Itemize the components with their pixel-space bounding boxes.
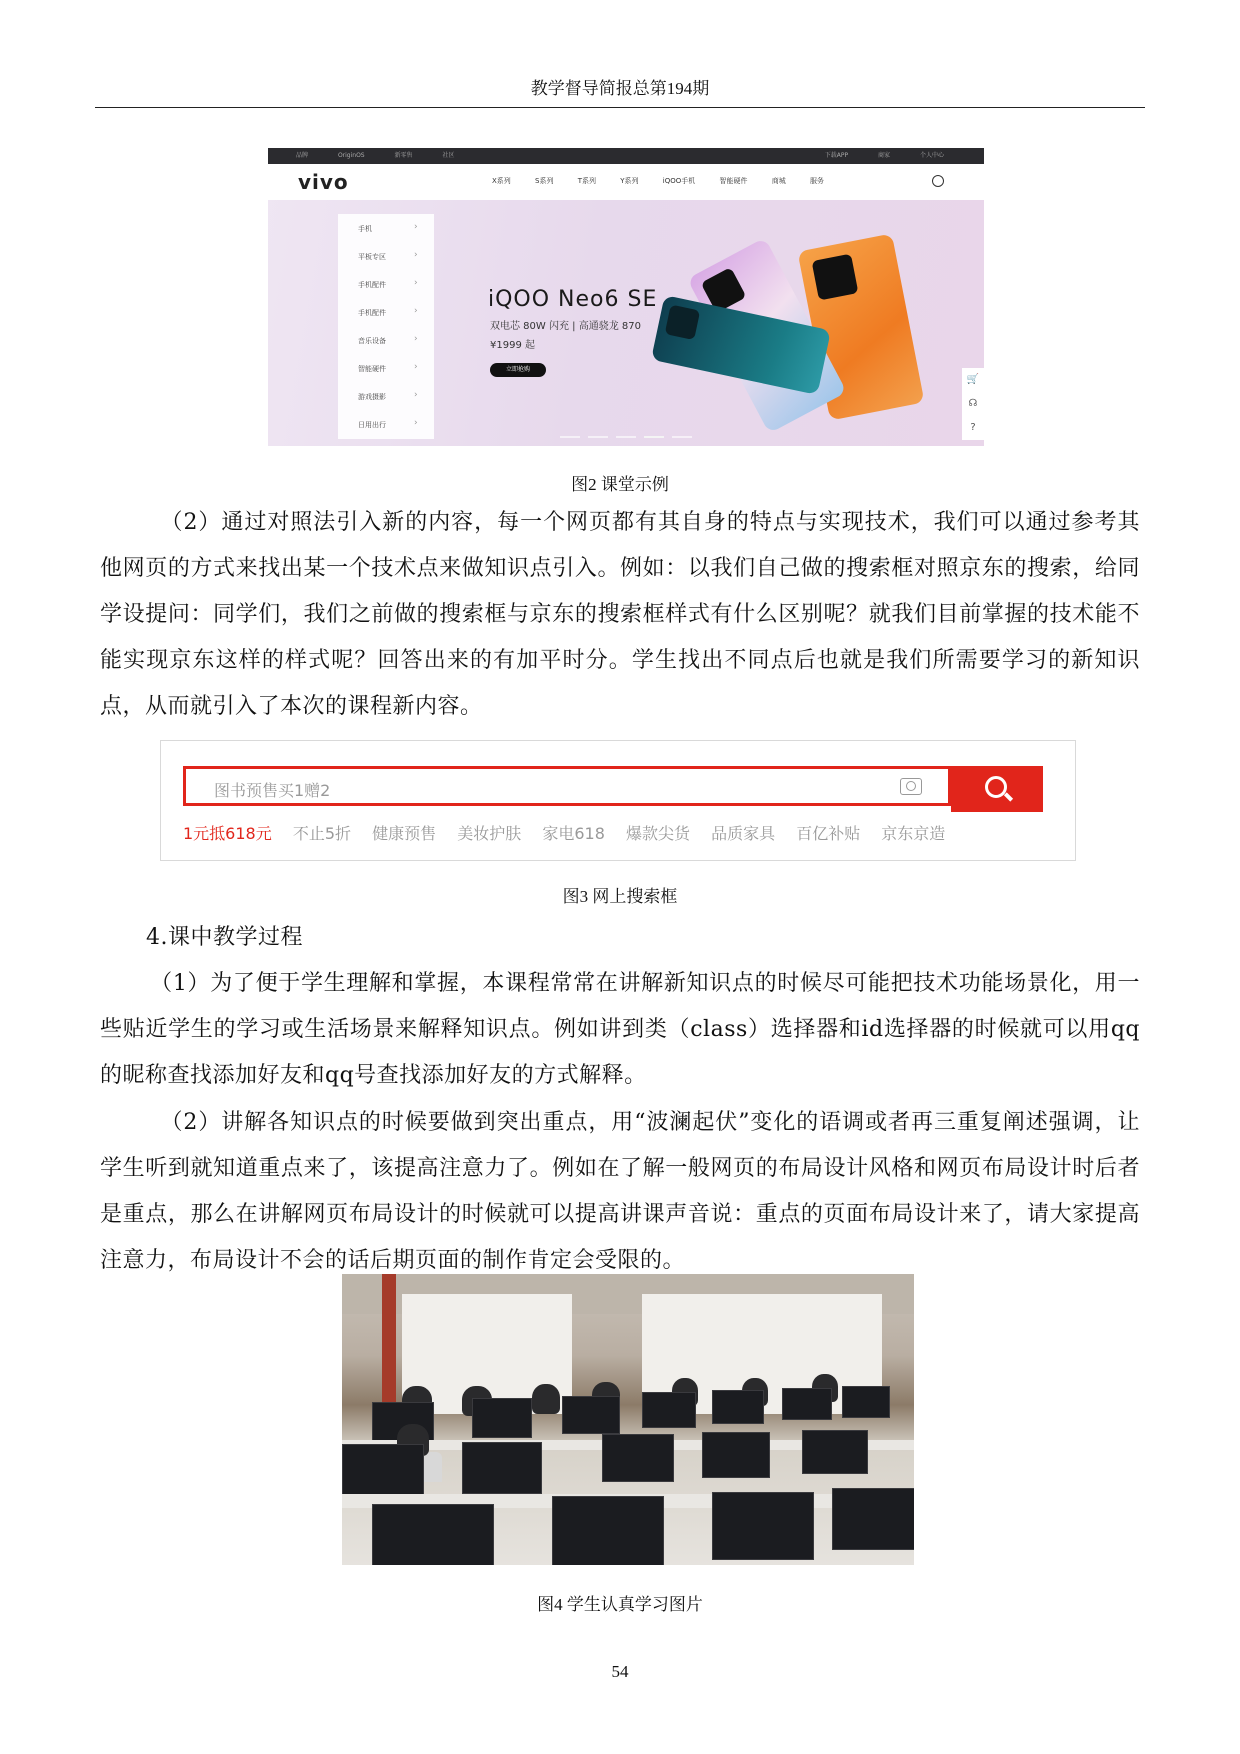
search-placeholder: 图书预售买1赠2 — [214, 781, 331, 800]
hot-keyword: 百亿补贴 — [796, 824, 861, 843]
chevron-right-icon: › — [414, 250, 418, 260]
figure4-caption: 图4 学生认真学习图片 — [537, 1595, 703, 1614]
vivo-nav-item: 智能硬件 — [719, 177, 748, 185]
vivo-menu-item: 智能硬件 — [358, 365, 386, 373]
chevron-right-icon: › — [414, 306, 418, 316]
vivo-menu-item: 日用出行 — [358, 421, 386, 429]
search-button — [951, 766, 1043, 812]
paragraph-text: （1）为了便于学生理解和掌握，本课程常常在讲解新知识点的时候尽可能把技术功能场景化，用一些贴近学生的学习或生活场景来解释知识点。例如讲到类（class）选择器和id选择器的时候就可以用qq的昵称查找添加好友和qq号查找添加好友的方式解释。 — [100, 971, 1140, 1088]
vivo-top-link: 社区 — [442, 152, 455, 159]
chevron-right-icon: › — [414, 390, 418, 400]
figure-vivo-screenshot — [268, 148, 984, 446]
banner-subtitle: 双电芯 80W 闪充 | 高通骁龙 870 — [490, 321, 641, 332]
vivo-nav-bar — [268, 164, 984, 200]
chevron-right-icon: › — [414, 222, 418, 232]
camera-icon — [900, 778, 922, 795]
vivo-top-link: 商家 — [878, 152, 891, 159]
figure3-caption: 图3 网上搜索框 — [562, 887, 678, 906]
vivo-logo: vivo — [298, 170, 349, 194]
banner-brand: iQOO Neo6 SE — [488, 287, 658, 312]
vivo-menu-item: 手机配件 — [358, 309, 386, 317]
vivo-top-link: 下载APP — [824, 152, 849, 159]
vivo-menu-item: 平板专区 — [358, 253, 386, 261]
vivo-nav-item: 商城 — [771, 177, 786, 185]
banner-price: ¥1999 起 — [490, 340, 535, 351]
body-paragraph — [100, 961, 1140, 1099]
header-rule — [95, 107, 1145, 108]
figure-search-box — [160, 740, 1076, 861]
vivo-nav-item: Y系列 — [620, 177, 639, 185]
vivo-menu-item: 手机配件 — [358, 281, 386, 289]
vivo-nav-item: 服务 — [809, 177, 824, 185]
body-paragraph — [100, 1100, 1140, 1284]
chevron-right-icon: › — [414, 278, 418, 288]
cart-icon: 🛒 — [966, 374, 980, 385]
help-icon: ? — [970, 422, 976, 433]
banner-buy-button: 立即抢购 — [490, 363, 546, 377]
vivo-side-tools — [962, 368, 984, 440]
hot-keyword: 美妆护肤 — [457, 824, 522, 843]
body-paragraph — [100, 500, 1140, 730]
hot-keyword: 健康预售 — [372, 824, 437, 843]
figure2-caption: 图2 课堂示例 — [571, 475, 669, 494]
paragraph-text: （2）讲解各知识点的时候要做到突出重点，用“波澜起伏”变化的语调或者再三重复阐述强调，让学生听到就知道重点来了，该提高注意力了。例如在了解一般网页的布局设计风格和网页布局设计时后者是重点，那么在讲解网页布局设计的时候就可以提高讲课声音说：重点的页面布局设计来了，请大家提高注意力，布局设计不会的话后期页面的制作肯定会受限的。 — [100, 1110, 1140, 1273]
paragraph-text: （2）通过对照法引入新的内容，每一个网页都有其自身的特点与实现技术，我们可以通过参考其他网页的方式来找出某一个技术点来做知识点引入。例如：以我们自己做的搜索框对照京东的搜索，给同学设提问：同学们，我们之前做的搜索框与京东的搜索框样式有什么区别呢？就我们目前掌握的技术能不能实现京东这样的样式呢？回答出来的有加平时分。学生找出不同点后也就是我们所需要学习的新知识点，从而就引入了本次的课程新内容。 — [100, 510, 1140, 719]
hot-keyword: 品质家具 — [711, 824, 776, 843]
chevron-right-icon: › — [414, 334, 418, 344]
vivo-top-strip — [268, 148, 984, 164]
vivo-nav-item: S系列 — [535, 177, 554, 185]
vivo-top-link: OriginOS — [337, 152, 365, 159]
vivo-menu-item: 手机 — [358, 225, 372, 233]
vivo-menu-item: 音乐设备 — [358, 337, 386, 345]
vivo-top-link: 品牌 — [296, 152, 309, 159]
headset-icon: ☊ — [968, 398, 978, 409]
vivo-menu-item: 游戏摄影 — [358, 393, 386, 401]
hot-keyword: 爆款尖货 — [625, 824, 690, 843]
vivo-nav-links — [492, 176, 846, 186]
hot-keywords — [183, 821, 961, 844]
hot-keyword: 不止5折 — [292, 824, 352, 843]
section-heading: 4.课中教学过程 — [146, 925, 303, 950]
vivo-nav-item: T系列 — [577, 177, 596, 185]
running-header: 教学督导简报总第194期 — [530, 79, 710, 98]
vivo-nav-item: iQOO手机 — [662, 177, 696, 185]
hot-keyword: 家电618 — [542, 824, 605, 843]
figure-classroom-photo — [342, 1274, 914, 1565]
search-icon — [932, 175, 944, 187]
vivo-top-link: 新零售 — [394, 152, 413, 159]
hot-keyword: 京东京造 — [881, 824, 946, 843]
page-number: 54 — [611, 1662, 629, 1681]
carousel-dots — [268, 436, 984, 438]
vivo-top-link: 个人中心 — [919, 152, 944, 159]
vivo-category-menu — [338, 214, 434, 439]
vivo-nav-item: X系列 — [492, 177, 511, 185]
search-input-frame — [183, 766, 951, 806]
chevron-right-icon: › — [414, 418, 418, 428]
hot-keyword: 1元抵618元 — [183, 824, 272, 843]
chevron-right-icon: › — [414, 362, 418, 372]
